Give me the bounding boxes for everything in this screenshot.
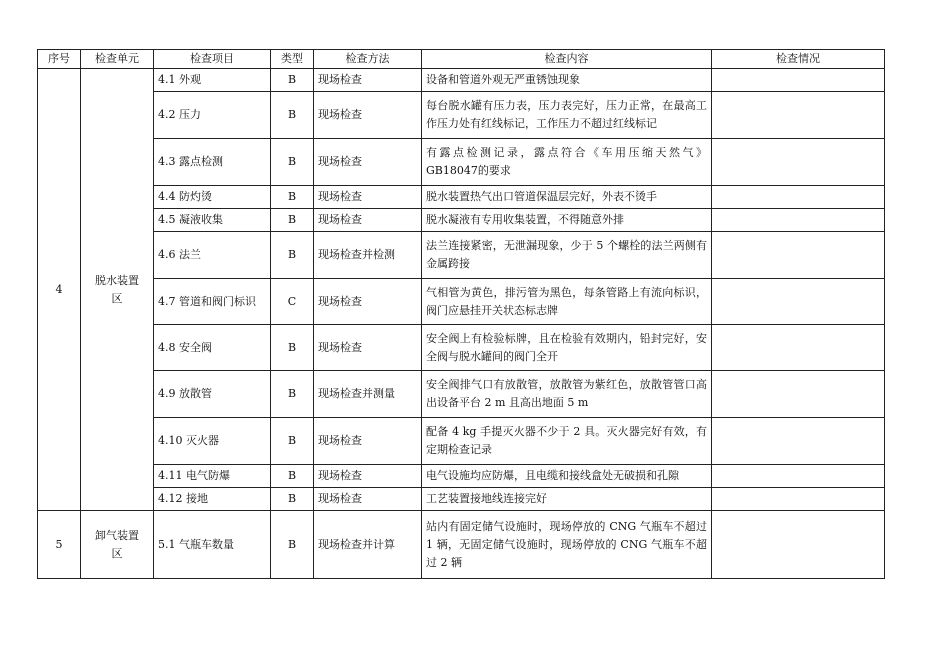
status-cell[interactable]: [712, 186, 885, 209]
content-cell: 设备和管道外观无严重锈蚀现象: [422, 69, 712, 92]
content-cell: 配备 4 kg 手提灭火器不少于 2 具。灭火器完好有效，有定期检查记录: [422, 418, 712, 465]
header-status: 检查情况: [712, 50, 885, 69]
method-cell: 现场检查: [314, 69, 422, 92]
item-cell: 4.1 外观: [154, 69, 271, 92]
item-cell: 4.3 露点检测: [154, 139, 271, 186]
method-cell: 现场检查: [314, 488, 422, 511]
table-row: [38, 511, 885, 579]
status-cell[interactable]: [712, 371, 885, 418]
method-cell: 现场检查: [314, 325, 422, 371]
header-unit: 检查单元: [81, 50, 154, 69]
header-method: 检查方法: [314, 50, 422, 69]
method-cell: 现场检查: [314, 209, 422, 232]
item-cell: 4.7 管道和阀门标识: [154, 279, 271, 325]
item-cell: 4.12 接地: [154, 488, 271, 511]
method-cell: 现场检查: [314, 418, 422, 465]
table-row: [38, 488, 885, 511]
content-cell: 脱水凝液有专用收集装置，不得随意外排: [422, 209, 712, 232]
table-row: [38, 69, 885, 92]
item-cell: 4.4 防灼烫: [154, 186, 271, 209]
item-cell: 4.9 放散管: [154, 371, 271, 418]
header-no: 序号: [38, 50, 81, 69]
method-cell: 现场检查并检测: [314, 232, 422, 279]
type-cell: B: [271, 465, 314, 488]
table-row: [38, 232, 885, 279]
method-cell: 现场检查: [314, 465, 422, 488]
content-cell: 站内有固定储气设施时，现场停放的 CNG 气瓶车不超过 1 辆，无固定储气设施时，现场停放的 CNG 气瓶车不超过 2 辆: [422, 511, 712, 579]
item-cell: 4.11 电气防爆: [154, 465, 271, 488]
method-cell: 现场检查: [314, 92, 422, 139]
group-unit: 脱水装置区: [81, 69, 154, 511]
type-cell: B: [271, 325, 314, 371]
type-cell: B: [271, 69, 314, 92]
item-cell: 4.6 法兰: [154, 232, 271, 279]
table-row: [38, 325, 885, 371]
table-row: [38, 371, 885, 418]
status-cell[interactable]: [712, 511, 885, 579]
method-cell: 现场检查并计算: [314, 511, 422, 579]
header-row: [38, 50, 885, 69]
type-cell: B: [271, 209, 314, 232]
header-item: 检查项目: [154, 50, 271, 69]
method-cell: 现场检查: [314, 279, 422, 325]
table-row: [38, 139, 885, 186]
item-cell: 4.2 压力: [154, 92, 271, 139]
table-row: [38, 209, 885, 232]
table-row: [38, 186, 885, 209]
status-cell[interactable]: [712, 139, 885, 186]
item-cell: 4.8 安全阀: [154, 325, 271, 371]
status-cell[interactable]: [712, 209, 885, 232]
type-cell: B: [271, 488, 314, 511]
type-cell: B: [271, 186, 314, 209]
method-cell: 现场检查并测量: [314, 371, 422, 418]
status-cell[interactable]: [712, 69, 885, 92]
item-cell: 4.5 凝液收集: [154, 209, 271, 232]
item-cell: 5.1 气瓶车数量: [154, 511, 271, 579]
header-type: 类型: [271, 50, 314, 69]
item-cell: 4.10 灭火器: [154, 418, 271, 465]
header-content: 检查内容: [422, 50, 712, 69]
group-no: 5: [38, 511, 81, 579]
type-cell: C: [271, 279, 314, 325]
status-cell[interactable]: [712, 418, 885, 465]
content-cell: 工艺装置接地线连接完好: [422, 488, 712, 511]
content-cell: 脱水装置热气出口管道保温层完好，外表不烫手: [422, 186, 712, 209]
content-cell: 每台脱水罐有压力表，压力表完好，压力正常，在最高工作压力处有红线标记，工作压力不超过红线标记: [422, 92, 712, 139]
type-cell: B: [271, 92, 314, 139]
method-cell: 现场检查: [314, 186, 422, 209]
status-cell[interactable]: [712, 279, 885, 325]
type-cell: B: [271, 418, 314, 465]
table-row: [38, 465, 885, 488]
status-cell[interactable]: [712, 325, 885, 371]
type-cell: B: [271, 232, 314, 279]
content-cell: 法兰连接紧密，无泄漏现象，少于 5 个螺栓的法兰两侧有金属跨接: [422, 232, 712, 279]
status-cell[interactable]: [712, 92, 885, 139]
table-row: [38, 418, 885, 465]
content-cell: 安全阀上有检验标牌，且在检验有效期内，铅封完好，安全阀与脱水罐间的阀门全开: [422, 325, 712, 371]
content-cell: 安全阀排气口有放散管，放散管为紫红色，放散管管口高出设备平台 2 m 且高出地面 5 m: [422, 371, 712, 418]
content-cell: 电气设施均应防爆，且电缆和接线盒处无破损和孔隙: [422, 465, 712, 488]
group-no: 4: [38, 69, 81, 511]
group-unit: 卸气装置区: [81, 511, 154, 579]
method-cell: 现场检查: [314, 139, 422, 186]
status-cell[interactable]: [712, 465, 885, 488]
type-cell: B: [271, 371, 314, 418]
table-row: [38, 92, 885, 139]
status-cell[interactable]: [712, 488, 885, 511]
content-cell: 有露点检测记录，露点符合《车用压缩天然气》GB18047的要求: [422, 139, 712, 186]
inspection-table: [37, 49, 885, 579]
content-cell: 气相管为黄色，排污管为黑色，每条管路上有流向标识，阀门应悬挂开关状态标志牌: [422, 279, 712, 325]
table-row: [38, 279, 885, 325]
type-cell: B: [271, 139, 314, 186]
type-cell: B: [271, 511, 314, 579]
status-cell[interactable]: [712, 232, 885, 279]
